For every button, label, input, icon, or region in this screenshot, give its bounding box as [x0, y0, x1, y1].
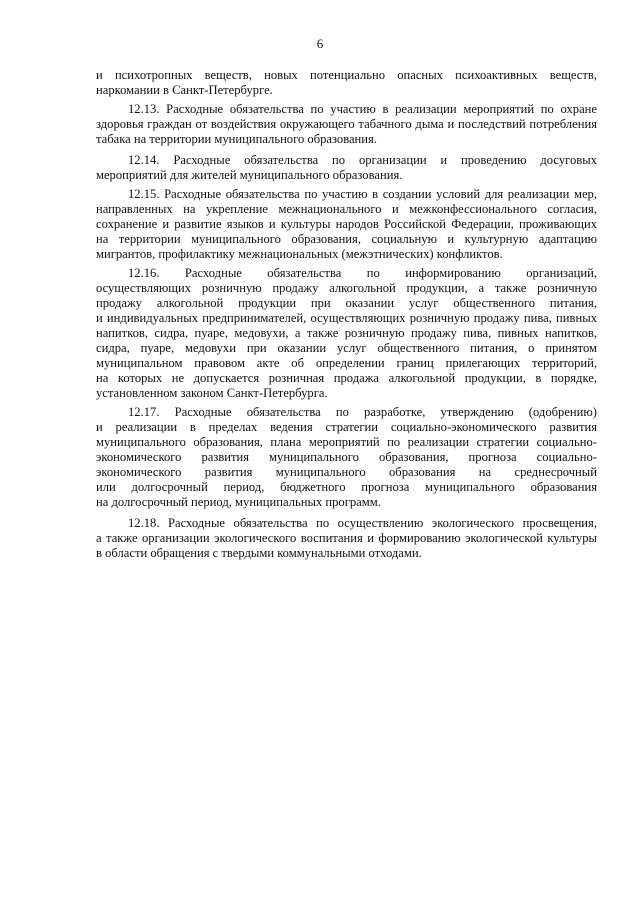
- page-number: 6: [316, 36, 324, 51]
- text-line: или долгосрочный период, бюджетного прогноза муниципального образования: [96, 480, 597, 494]
- text-line: напитков, сидра, пуаре, медовухи, а также розничную продажу пива, пивных напитков,: [96, 326, 597, 340]
- text-line: установленном законом Санкт-Петербурга.: [96, 386, 328, 400]
- text-line: муниципального образования, плана мероприятий по реализации стратегии социально-: [96, 435, 597, 449]
- text-line: 12.14. Расходные обязательства по организации и проведению досуговых: [128, 153, 597, 167]
- text-line: на территории муниципального образования, социальную и культурную адаптацию: [96, 232, 597, 246]
- text-line: и реализации в пределах ведения стратегии социально-экономического развития: [96, 420, 597, 434]
- text-line: и психотропных веществ, новых потенциально опасных психоактивных веществ,: [96, 68, 597, 82]
- text-line: мигрантов, профилактику межнациональных (межэтнических) конфликтов.: [96, 247, 503, 261]
- text-line: сохранение и развитие языков и культуры народов Российской Федерации, проживающих: [96, 217, 597, 231]
- text-line: осуществляющих розничную продажу алкогольной продукции, а также розничную: [96, 281, 597, 295]
- text-line: продажу алкогольной продукции при оказании услуг общественного питания,: [96, 296, 597, 310]
- text-line: 12.15. Расходные обязательства по участию в создании условий для реализации мер,: [128, 187, 597, 201]
- text-line: на долгосрочный период, муниципальных программ.: [96, 495, 381, 509]
- text-line: мероприятий для жителей муниципального образования.: [96, 168, 403, 182]
- text-line: 12.13. Расходные обязательства по участию в реализации мероприятий по охране: [128, 102, 597, 116]
- text-line: сидра, пуаре, медовухи при оказании услуг общественного питания, о принятом: [96, 341, 597, 355]
- text-line: и индивидуальных предпринимателей, осуществляющих розничную продажу пива, пивных: [96, 311, 597, 325]
- text-line: в области обращения с твердыми коммунальными отходами.: [96, 546, 422, 560]
- text-line: наркомании в Санкт-Петербурге.: [96, 83, 273, 97]
- text-line: 12.16. Расходные обязательства по информированию организаций,: [128, 266, 597, 280]
- text-line: на которых не допускается розничная продажа алкогольной продукции, в порядке,: [96, 371, 597, 385]
- text-line: 12.17. Расходные обязательства по разработке, утверждению (одобрению): [128, 405, 597, 419]
- text-line: а также организации экологического воспитания и формированию экологической культуры: [96, 531, 597, 545]
- text-line: здоровья граждан от воздействия окружающего табачного дыма и последствий потребления: [96, 117, 597, 131]
- text-line: экономического развития муниципального образования, прогноза социально-: [96, 450, 597, 464]
- text-line: муниципальном правовом акте об определении границ прилегающих территорий,: [96, 356, 597, 370]
- text-line: направленных на укрепление межнационального и межконфессионального согласия,: [96, 202, 597, 216]
- text-line: 12.18. Расходные обязательства по осуществлению экологического просвещения,: [128, 516, 597, 530]
- text-line: табака на территории муниципального образования.: [96, 132, 377, 146]
- text-line: экономического развития муниципального образования на среднесрочный: [96, 465, 597, 479]
